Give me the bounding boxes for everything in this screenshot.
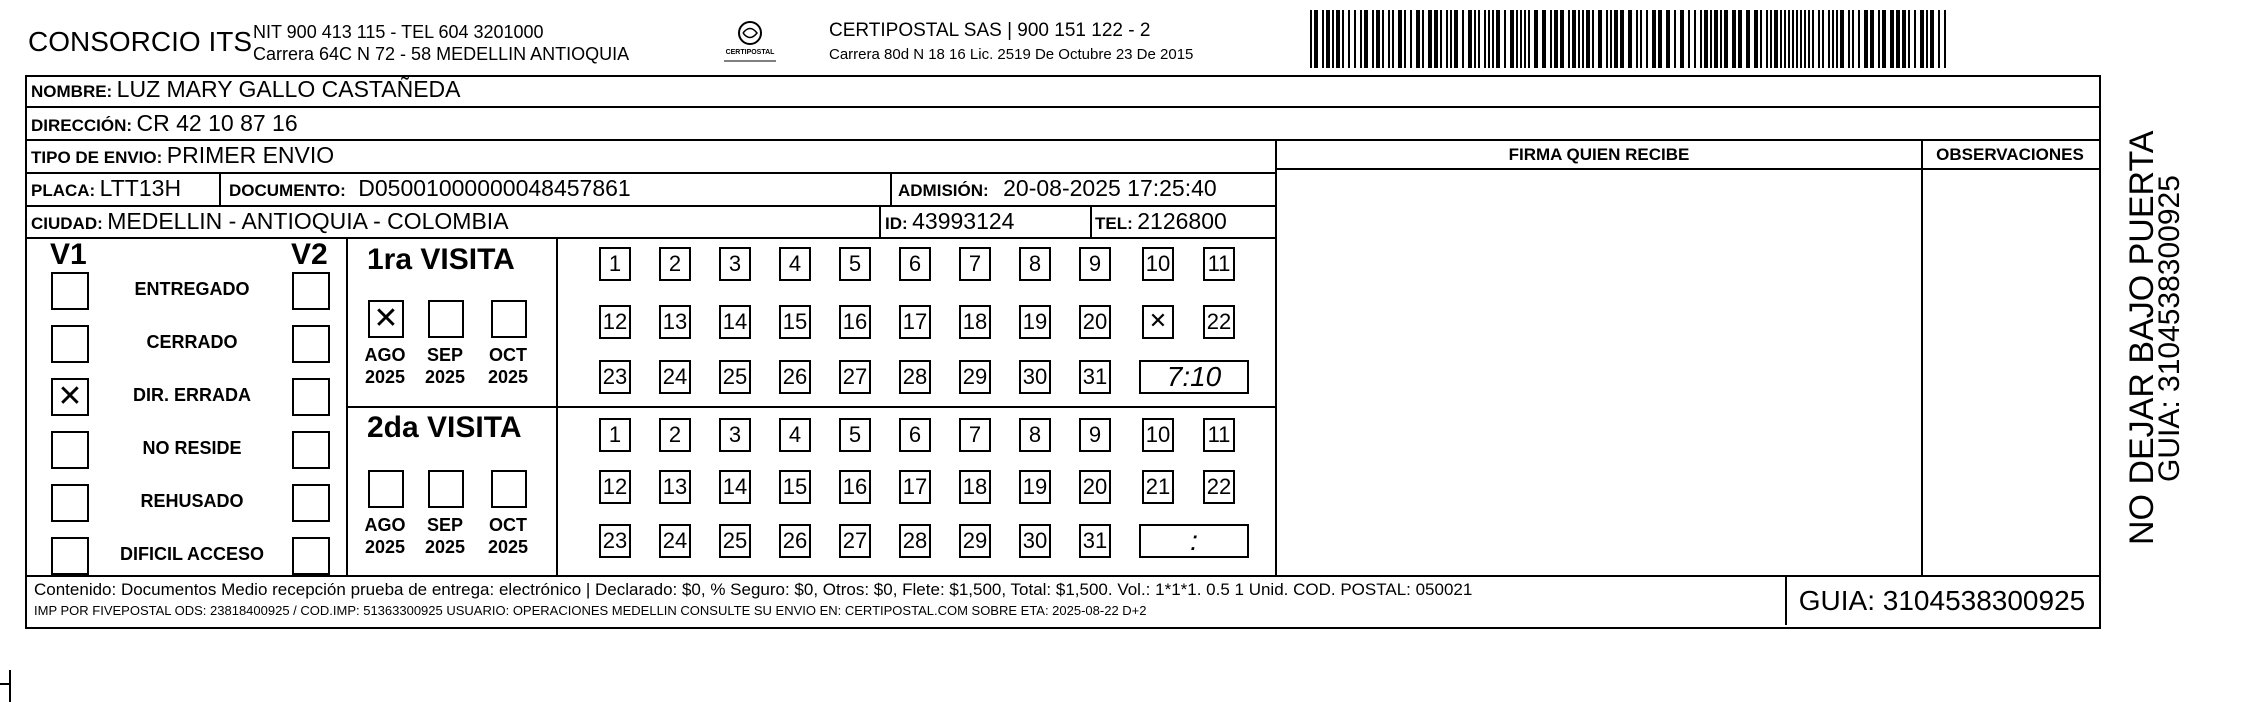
id-value: 43993124 [912, 208, 1015, 234]
v1-label: V1 [50, 238, 87, 271]
v1-checkbox[interactable] [51, 484, 89, 522]
tipo-envio-row [31, 142, 334, 169]
day-box[interactable]: 30 [1019, 360, 1051, 394]
certipostal-logo: CERTIPOSTAL [710, 18, 790, 66]
day-box[interactable]: 5 [839, 247, 871, 281]
firma-label: FIRMA QUIEN RECIBE [1508, 145, 1690, 164]
status-label: REHUSADO [140, 491, 244, 511]
day-box[interactable]: 24 [659, 524, 691, 558]
footer-guia: GUIA: 3104538300925 [1798, 585, 2086, 616]
day-box[interactable]: 7 [959, 418, 991, 452]
day-box[interactable]: 26 [779, 524, 811, 558]
day-box[interactable]: 15 [779, 470, 811, 504]
day-box[interactable]: 3 [719, 418, 751, 452]
company-nit: NIT 900 413 115 - TEL 604 3201000 [253, 22, 544, 42]
day-box[interactable]: 25 [719, 360, 751, 394]
day-box[interactable]: 2 [659, 418, 691, 452]
side-guia: GUIA: 3104538300925 [2153, 175, 2186, 482]
month-label: SEP 2025 [424, 515, 466, 557]
day-box[interactable]: 4 [779, 247, 811, 281]
footer-content: Contenido: Documentos Medio recepción prueba de entrega: electrónico | Declarado: $0, % Seguro: $0, Otros: $0, Flete: $1,500, Total: $1,500. Vol.: 1*1*1. 0.5 1 Unid. COD. POSTAL: 050021 [34, 580, 1473, 599]
month-label: OCT 2025 [487, 345, 529, 387]
day-box[interactable]: 9 [1079, 247, 1111, 281]
day-box[interactable]: 28 [899, 524, 931, 558]
day-box[interactable]: 23 [599, 360, 631, 394]
day-box[interactable]: 16 [839, 470, 871, 504]
day-box[interactable]: 25 [719, 524, 751, 558]
day-box[interactable]: 7 [959, 247, 991, 281]
day-box[interactable]: 27 [839, 360, 871, 394]
v2-checkbox[interactable] [292, 378, 330, 416]
month-label: OCT 2025 [487, 515, 529, 557]
day-box[interactable]: 14 [719, 305, 751, 339]
day-box[interactable]: 26 [779, 360, 811, 394]
month-label: AGO 2025 [364, 345, 406, 387]
day-box[interactable]: 2 [659, 247, 691, 281]
status-label: ENTREGADO [134, 279, 250, 299]
direccion-value: CR 42 10 87 16 [136, 110, 298, 136]
second-visit-title: 2da VISITA [367, 411, 522, 444]
tel-label: TEL: [1095, 214, 1133, 233]
month-checkbox[interactable] [428, 300, 464, 338]
day-box[interactable]: 24 [659, 360, 691, 394]
day-box[interactable]: 11 [1203, 247, 1235, 281]
month-checkbox[interactable]: ✕ [368, 300, 404, 338]
day-box[interactable]: 14 [719, 470, 751, 504]
side-notice: NO DEJAR BAJO PUERTA [2123, 130, 2161, 545]
admision-label: ADMISIÓN: [898, 181, 989, 200]
day-box[interactable]: ✕ [1142, 305, 1174, 339]
day-box[interactable]: 8 [1019, 247, 1051, 281]
nombre-label: NOMBRE: [31, 82, 113, 101]
day-box[interactable]: 16 [839, 305, 871, 339]
day-box[interactable]: 28 [899, 360, 931, 394]
day-box[interactable]: 8 [1019, 418, 1051, 452]
nombre-row [31, 76, 461, 103]
month-checkbox[interactable] [428, 470, 464, 508]
direccion-row [31, 110, 298, 137]
first-visit-title: 1ra VISITA [367, 243, 515, 276]
v2-checkbox[interactable] [292, 325, 330, 363]
observaciones-label: OBSERVACIONES [1936, 145, 2084, 164]
direccion-label: DIRECCIÓN: [31, 116, 133, 135]
month-label: SEP 2025 [424, 345, 466, 387]
status-label: CERRADO [146, 332, 238, 352]
company-name: CONSORCIO ITS [28, 26, 253, 57]
placa-value: LTT13H [99, 175, 182, 201]
carrier-name: CERTIPOSTAL SAS | 900 151 122 - 2 [829, 20, 1151, 41]
day-box[interactable]: 23 [599, 524, 631, 558]
documento-row [229, 175, 631, 202]
day-box[interactable]: 19 [1019, 305, 1051, 339]
month-checkbox[interactable] [491, 300, 527, 338]
admision-value: 20-08-2025 17:25:40 [1003, 175, 1217, 201]
day-box[interactable]: 12 [599, 305, 631, 339]
day-box[interactable]: 30 [1019, 524, 1051, 558]
v1-checkbox[interactable] [51, 431, 89, 469]
time-box[interactable]: 7:10 [1139, 360, 1249, 394]
day-box[interactable]: 6 [899, 418, 931, 452]
day-box[interactable]: 12 [599, 470, 631, 504]
v2-checkbox[interactable] [292, 431, 330, 469]
ciudad-value: MEDELLIN - ANTIOQUIA - COLOMBIA [107, 208, 509, 234]
day-box[interactable]: 19 [1019, 470, 1051, 504]
day-box[interactable]: 20 [1079, 305, 1111, 339]
id-row [885, 208, 1014, 235]
day-box[interactable]: 1 [599, 247, 631, 281]
day-box[interactable]: 17 [899, 305, 931, 339]
v2-label: V2 [291, 238, 328, 271]
placa-row [31, 175, 181, 202]
v1-checkbox[interactable] [51, 325, 89, 363]
footer-imp: IMP POR FIVEPOSTAL ODS: 23818400925 / COD.IMP: 51363300925 USUARIO: OPERACIONES MEDELLIN CONSULTE SU ENVIO EN: CERTIPOSTAL.COM SOBRE ETA: 2025-08-22 D+2 [34, 603, 1147, 618]
day-box[interactable]: 17 [899, 470, 931, 504]
day-box[interactable]: 9 [1079, 418, 1111, 452]
day-box[interactable]: 10 [1142, 418, 1174, 452]
placa-label: PLACA: [31, 181, 96, 200]
day-box[interactable]: 11 [1203, 418, 1235, 452]
day-box[interactable]: 4 [779, 418, 811, 452]
day-box[interactable]: 29 [959, 360, 991, 394]
documento-label: DOCUMENTO: [229, 181, 346, 200]
id-label: ID: [885, 214, 908, 233]
v2-checkbox[interactable] [292, 484, 330, 522]
day-box[interactable]: 22 [1203, 470, 1235, 504]
status-label: NO RESIDE [142, 438, 242, 458]
day-box[interactable]: 29 [959, 524, 991, 558]
admision-row [898, 175, 1217, 202]
v2-checkbox[interactable] [292, 537, 330, 575]
tel-row [1095, 208, 1227, 235]
barcode [1310, 10, 1950, 68]
carrier-address: Carrera 80d N 18 16 Lic. 2519 De Octubre 23 De 2015 [829, 46, 1194, 63]
v1-checkbox[interactable] [51, 272, 89, 310]
day-box[interactable]: 5 [839, 418, 871, 452]
nombre-value: LUZ MARY GALLO CASTAÑEDA [116, 76, 461, 102]
tipo-envio-label: TIPO DE ENVIO: [31, 148, 163, 167]
v1-checkbox[interactable]: ✕ [51, 378, 89, 416]
day-box[interactable]: 18 [959, 305, 991, 339]
tipo-envio-value: PRIMER ENVIO [166, 142, 335, 168]
documento-value: D05001000000048457861 [358, 175, 631, 201]
day-box[interactable]: 6 [899, 247, 931, 281]
status-label: DIFICIL ACCESO [119, 544, 264, 564]
ciudad-row [31, 208, 509, 235]
status-label: DIR. ERRADA [132, 385, 251, 405]
day-box[interactable]: 15 [779, 305, 811, 339]
day-box[interactable]: 21 [1142, 470, 1174, 504]
day-box[interactable]: 20 [1079, 470, 1111, 504]
day-box[interactable]: 27 [839, 524, 871, 558]
company-address: Carrera 64C N 72 - 58 MEDELLIN ANTIOQUIA [253, 44, 630, 64]
ciudad-label: CIUDAD: [31, 214, 103, 233]
month-checkbox[interactable] [491, 470, 527, 508]
day-box[interactable]: 22 [1203, 305, 1235, 339]
day-box[interactable]: 13 [659, 470, 691, 504]
v1-checkbox[interactable] [51, 537, 89, 575]
day-box[interactable]: 13 [659, 305, 691, 339]
day-box[interactable]: 10 [1142, 247, 1174, 281]
day-box[interactable]: 31 [1079, 524, 1111, 558]
month-label: AGO 2025 [364, 515, 406, 557]
tel-value: 2126800 [1137, 208, 1227, 234]
day-box[interactable]: 18 [959, 470, 991, 504]
v2-checkbox[interactable] [292, 272, 330, 310]
day-box[interactable]: 1 [599, 418, 631, 452]
time-box[interactable]: : [1139, 524, 1249, 558]
month-checkbox[interactable] [368, 470, 404, 508]
day-box[interactable]: 31 [1079, 360, 1111, 394]
day-box[interactable]: 3 [719, 247, 751, 281]
